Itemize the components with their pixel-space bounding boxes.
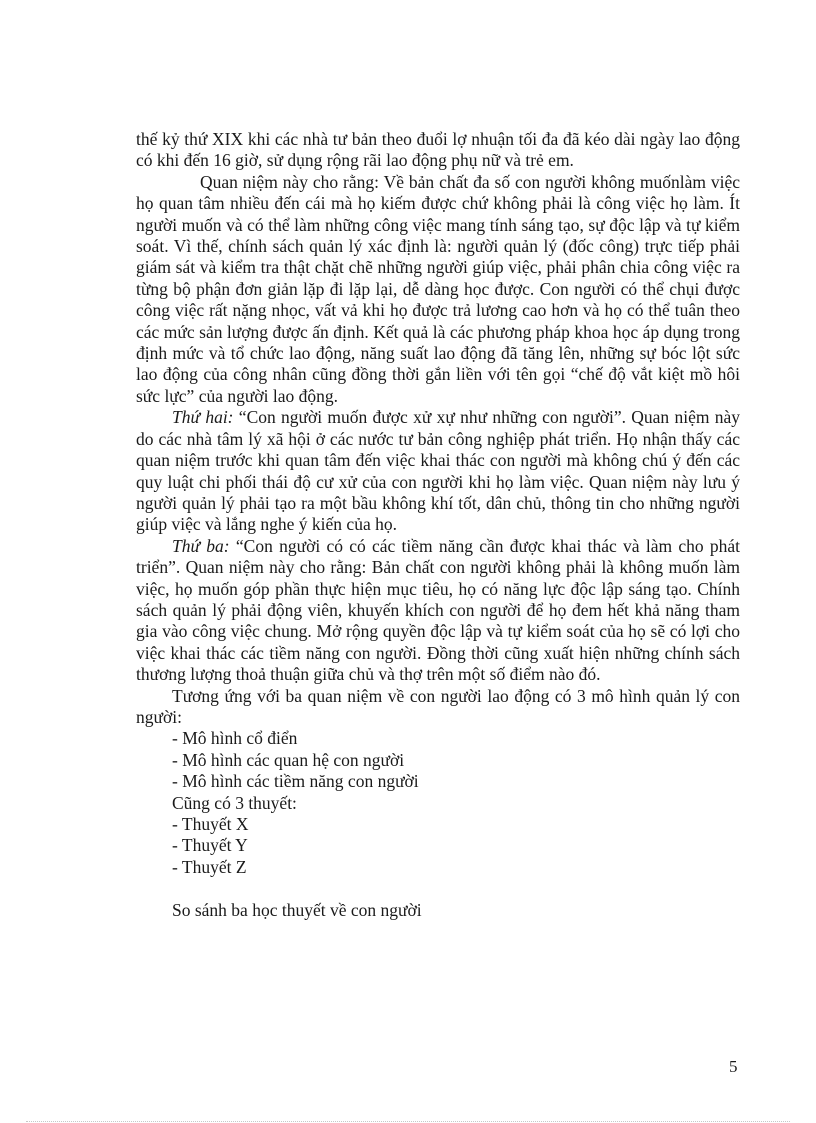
paragraph-4-label: Thứ ba: bbox=[172, 535, 230, 556]
model-item-2: - Mô hình các quan hệ con người bbox=[172, 749, 405, 770]
paragraph-3-text: “Con người muốn được xử xự như những con người”. Quan niệm này do các nhà tâm lý xã hội ở các nước tư bản công nghiệp phát triển. Họ nhận thấy các quan niệm trước khi quan tâm đến việc khai thác con người mà không chú ý đến các quy luật chi phối thái độ cư xử của con người khi họ làm việc. Quan niệm này lưu ý người quản lý phải tạo ra một bầu không khí tốt, dân chủ, thông tin cho những người giúp việc và lắng nghe ý kiến của họ. bbox=[136, 407, 741, 535]
paragraph-4-text: “Con người có có các tiềm năng cần được khai thác và làm cho phát triển”. Quan niệm này cho rằng: Bản chất con người không phải là không muốn làm việc, họ muốn góp phần thực hiện mục tiêu, họ có năng lực độc lập sáng tạo. Chính sách quản lý phải động viên, khuyến khích con người để họ đem hết khả năng tham gia vào công việc chung. Mở rộng quyền độc lập và tự kiểm soát của họ sẽ có lợi cho việc khai thác các tiềm năng con người. Đồng thời cũng xuất hiện những chính sách thương lượng thoả thuận giữa chủ và thợ trên một số điểm nào đó. bbox=[136, 535, 740, 685]
paragraph-4 bbox=[136, 536, 740, 686]
theory-item-z: - Thuyết Z bbox=[172, 856, 247, 877]
theory-item-x: - Thuyết X bbox=[172, 814, 249, 834]
closing-heading: So sánh ba học thuyết về con người bbox=[172, 899, 422, 920]
theories-intro: Cũng có 3 thuyết: bbox=[172, 792, 297, 813]
theory-item-y: - Thuyết Y bbox=[172, 835, 248, 856]
model-item-3: - Mô hình các tiềm năng con người bbox=[172, 771, 419, 792]
paragraph-1: thế kỷ thứ XIX khi các nhà tư bản theo đuổi lợ nhuận tối đa đã kéo dài ngày lao động có khi đến 16 giờ, sử dụng rộng rãi lao động phụ nữ và trẻ em. bbox=[136, 129, 740, 171]
paragraph-2: Quan niệm này cho rằng: Về bản chất đa số con người không muốnlàm việc họ quan tâm nhiều đến cái mà họ kiếm được chứ không phải là công việc họ làm. Ít người muốn và có thể làm những công việc mang tính sáng tạo, sự độc lập và tự kiểm soát. Vì thế, chính sách quản lý xác định là: người quản lý (đốc công) trực tiếp phải giám sát và kiểm tra thật chặt chẽ những người giúp việc, phải phân chia công việc ra từng bộ phận đơn giản lặp đi lặp lại, dễ dàng học được. Con người có thể chụi được công việc rất nặng nhọc, vất vả khi họ được trả lương cao hơn và họ có thể tuân theo các mức sản lượng được ấn định. Kết quả là các phương pháp khoa học áp dụng trong định mức và tổ chức lao động, năng suất lao động đã tăng lên, những sự bóc lột sức lao động của công nhân cũng đồng thời gắn liền với tên gọi “chế độ vắt kiệt mồ hôi sức lực” của người lao động. bbox=[136, 171, 740, 406]
page-bottom-divider bbox=[26, 1121, 790, 1122]
page-number: 5 bbox=[729, 1057, 738, 1076]
paragraph-5: Tương ứng với ba quan niệm về con người lao động có 3 mô hình quản lý con người: bbox=[136, 685, 740, 727]
document-body bbox=[136, 129, 740, 921]
spacer bbox=[136, 878, 740, 899]
paragraph-3 bbox=[136, 407, 740, 535]
paragraph-3-label: Thứ hai: bbox=[172, 407, 234, 428]
model-item-1: - Mô hình cổ điển bbox=[172, 728, 298, 749]
